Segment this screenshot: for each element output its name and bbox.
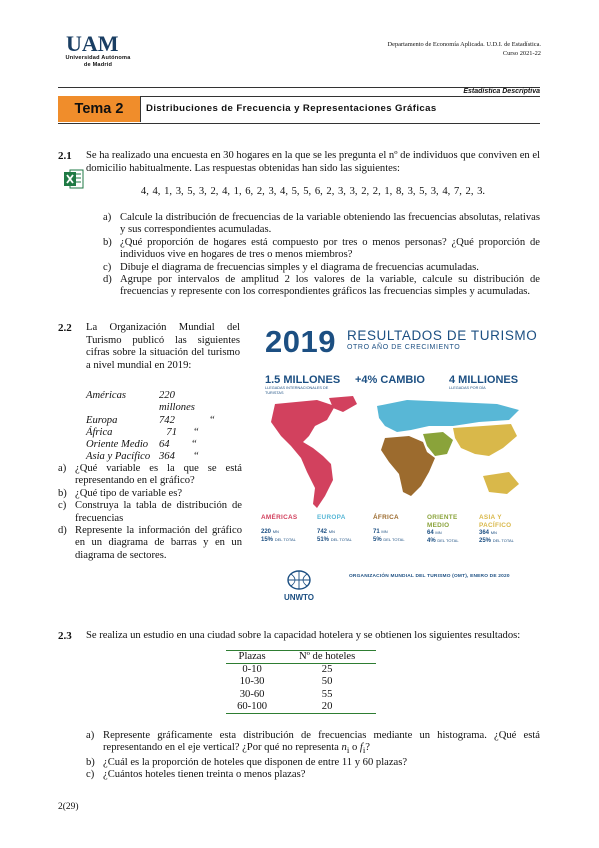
region-block-asia-pacific (479, 514, 537, 545)
ditto-mark: “ (191, 439, 197, 451)
page-number: 2(29) (58, 802, 79, 812)
region-value: 742 (159, 414, 175, 426)
logo-line-1: Universidad Autónoma (65, 55, 131, 61)
item-letter: b) (58, 487, 67, 499)
region-unit: MN (435, 530, 442, 535)
column-header-plazas: Plazas (238, 651, 266, 662)
subscript-i: i (362, 745, 366, 756)
region-name: África (86, 426, 113, 438)
tourism-row (86, 415, 246, 427)
infographic-year: 2019 (265, 324, 336, 359)
region-share-label: DEL TOTAL (383, 536, 405, 542)
item-letter: b) (86, 756, 95, 768)
region-block-europe (317, 514, 371, 544)
item-letter: d) (103, 274, 112, 286)
item-2-2-c (58, 500, 242, 525)
stat-big-value: +4% CAMBIO (355, 374, 425, 386)
item-2-1-c (103, 262, 540, 274)
item-2-3-c (86, 769, 540, 781)
globe-icon (277, 570, 321, 590)
item-letter: d) (58, 525, 67, 537)
item-letter: c) (58, 500, 67, 512)
column-header-hoteles: Nº de hoteles (298, 651, 356, 662)
region-share-label: DEL TOTAL (274, 536, 296, 542)
region-share: 15% (261, 536, 274, 543)
region-share-label: DEL TOTAL (492, 538, 514, 543)
unwto-logo (277, 570, 321, 600)
item-text: ¿Qué tipo de variable es? (75, 487, 183, 499)
item-2-1-a (103, 212, 540, 237)
tourism-table (86, 390, 246, 464)
table-cell: 55 (321, 688, 333, 700)
map-region-greenland (329, 396, 357, 412)
question-2-1-items (103, 212, 540, 299)
region-name: Asia y Pacífico (86, 451, 151, 463)
region-value: 364 (479, 530, 490, 536)
item-2-1-b (103, 237, 540, 262)
infographic-subtitle: OTRO AÑO DE CRECIMIENTO (347, 344, 461, 351)
region-title: ORIENTE MEDIO (427, 514, 458, 529)
item-text: Represente la información del gráfico en un diagrama de barras y en un diagrama de sectores. (75, 525, 242, 561)
table-row (226, 664, 376, 677)
question-2-1-text: Se ha realizado una encuesta en 30 hogares en la que se les pregunta el nº de individuos que conviven en el domicilio habitualmente. Las respuestas obtenidas han sido las siguientes: (86, 150, 540, 174)
region-share: 25% (479, 538, 492, 544)
stat-arrivals (265, 374, 345, 395)
question-number-2-1: 2.1 (58, 150, 72, 162)
region-name: Oriente Medio (86, 439, 149, 451)
item-text: Construya la tabla de distribución de frecuencias (75, 500, 242, 524)
uam-logo-text (58, 55, 138, 69)
table-cell: 50 (321, 676, 333, 688)
uam-logo-mark: UAM (66, 32, 119, 54)
item-text: Dibuje el diagrama de frecuencias simples y el diagrama de frecuencias acumuladas. (120, 261, 479, 273)
region-share-label: DEL TOTAL (437, 538, 459, 543)
question-2-2-items (58, 463, 242, 562)
stat-daily (449, 374, 537, 391)
item-letter: a) (58, 463, 67, 474)
table-row (226, 689, 376, 701)
symbol-n: n (341, 742, 347, 754)
region-value: 64 (159, 439, 170, 451)
item-text-end: ? (365, 742, 370, 754)
region-breakdown (257, 514, 539, 574)
table-header-row (226, 651, 376, 664)
item-2-3-a (86, 730, 540, 757)
logo-line-2: de Madrid (83, 62, 113, 68)
region-title: ÁFRICA (373, 514, 399, 521)
region-title: EUROPA (317, 514, 346, 521)
ditto-mark: “ (193, 451, 199, 463)
tourism-row (86, 427, 246, 439)
map-region-oceania (483, 472, 519, 494)
table-cell: 30-60 (239, 688, 265, 700)
survey-data-list: 4, 4, 1, 3, 5, 3, 2, 4, 1, 6, 2, 3, 4, 5, 5, 6, 2, 3, 3, 2, 2, 1, 8, 3, 5, 3, 4, 7, 2, 3. (140, 186, 486, 197)
region-unit: MN (381, 528, 388, 534)
item-text: ¿Cuál es la proporción de hoteles que disponen de entre 11 y 60 plazas? (103, 756, 408, 768)
tourism-row (86, 439, 246, 451)
map-region-asia (453, 424, 517, 456)
table-cell: 0-10 (242, 664, 262, 676)
item-2-2-d (58, 525, 242, 562)
item-text: Agrupe por intervalos de amplitud 2 los valores de la variable, calcule su distribución de frecuencias y represente con los correspondientes gráficos las frecuencias simples y acumuladas. (120, 274, 540, 298)
region-block-africa (373, 514, 425, 544)
world-map (257, 396, 539, 514)
item-letter: b) (103, 236, 112, 248)
table-row (226, 701, 376, 714)
chapter-title: Distribuciones de Frecuencia y Representaciones Gráficas (146, 103, 437, 114)
table-cell: 25 (321, 664, 333, 676)
item-text: Represente gráficamente esta distribución de frecuencias mediante un histograma. ¿Qué está representando en el eje vertical? ¿Por qué no representa (103, 730, 540, 754)
item-text: ¿Qué proporción de hogares está compuesto por tres o menos personas? ¿Qué proporción de individuos vive en hogares de tres o menos miembros? (120, 236, 540, 261)
ditto-mark: “ (209, 414, 215, 426)
table-cell: 10-30 (239, 676, 265, 688)
question-number-2-2: 2.2 (58, 322, 72, 334)
item-letter: a) (103, 212, 112, 223)
table-cell: 60-100 (237, 700, 268, 712)
item-text: ¿Cuántos hoteles tienen treinta o menos plazas? (103, 769, 306, 781)
region-name: Europa (86, 414, 118, 426)
question-2-2-text: La Organización Mundial del Turismo publicó las siguientes cifras sobre la situación del turismo a nivel mundial en 2019: (86, 322, 240, 371)
tourism-row (86, 451, 246, 463)
item-2-2-a (58, 463, 242, 488)
uam-logo (66, 32, 122, 54)
region-share-label: DEL TOTAL (330, 536, 352, 542)
region-value: 742 (317, 528, 328, 535)
region-share: 51% (317, 536, 330, 543)
region-unit: MN (490, 530, 497, 535)
item-2-2-b (58, 488, 242, 500)
item-letter: c) (103, 261, 112, 273)
region-block-americas (261, 514, 315, 544)
region-value: 71 (373, 528, 380, 535)
item-text: ¿Qué variable es la que se está representando en el gráfico? (75, 463, 242, 487)
item-2-1-d (103, 274, 540, 299)
region-share: 4% (427, 538, 436, 544)
item-2-3-b (86, 757, 540, 769)
region-block-middle-east (427, 514, 477, 545)
question-number-2-3: 2.3 (58, 630, 72, 642)
tourism-infographic (257, 316, 539, 602)
question-2-3-text: Se realiza un estudio en una ciudad sobre la capacidad hotelera y se obtienen los siguientes resultados: (86, 630, 521, 641)
ditto-mark: “ (193, 426, 199, 438)
excel-file-icon[interactable] (64, 168, 84, 190)
item-letter: c) (86, 769, 95, 781)
region-title: AMÉRICAS (261, 514, 298, 521)
tourism-row (86, 390, 246, 415)
item-text-or: o (349, 742, 360, 754)
department-header (388, 40, 542, 58)
table-row (226, 676, 376, 688)
infographic-source: ORGANIZACIÓN MUNDIAL DEL TURISMO (OMT), ENERO DE 2020 (349, 574, 510, 579)
subscript-i: i (346, 745, 350, 756)
hotel-capacity-table (226, 650, 376, 714)
stat-caption: LLEGADAS INTERNACIONALES DE TURISTAS (265, 386, 329, 395)
item-letter: a) (86, 730, 95, 741)
region-name: Américas (86, 390, 127, 401)
symbol-f: f (359, 742, 363, 754)
question-2-3-items (86, 730, 540, 782)
infographic-title: RESULTADOS DE TURISMO (347, 328, 538, 343)
region-title: ASIA Y PACÍFICO (479, 514, 512, 529)
unwto-wordmark: UNWTO (283, 593, 315, 602)
item-text: Calcule la distribución de frecuencias de la variable obteniendo las frecuencias absolutas, relativas y sus correspondientes acumuladas. (120, 212, 540, 236)
tema-label: Tema 2 (58, 96, 141, 122)
stat-big-value: 4 MILLIONES (449, 374, 519, 386)
subject-label: Estadística Descriptiva (463, 88, 540, 95)
table-cell: 20 (321, 700, 333, 712)
stat-caption: LLEGADAS POR DÍA (449, 386, 486, 390)
stat-big-value: 1.5 MILLONES (265, 374, 341, 386)
region-share: 5% (373, 536, 382, 543)
region-value: 220 millones (159, 390, 195, 414)
region-value: 220 (261, 528, 272, 535)
region-unit: MN (328, 528, 335, 534)
region-value: 64 (427, 530, 434, 536)
map-region-americas (271, 400, 335, 508)
region-value: 364 (159, 451, 175, 463)
department-name: Departamento de Economía Aplicada. U.D.I. de Estadística. (387, 41, 541, 48)
course-year: Curso 2021-22 (502, 50, 541, 57)
region-value: 71 (166, 426, 177, 438)
region-unit: MN (272, 528, 279, 534)
stat-change (355, 374, 445, 386)
